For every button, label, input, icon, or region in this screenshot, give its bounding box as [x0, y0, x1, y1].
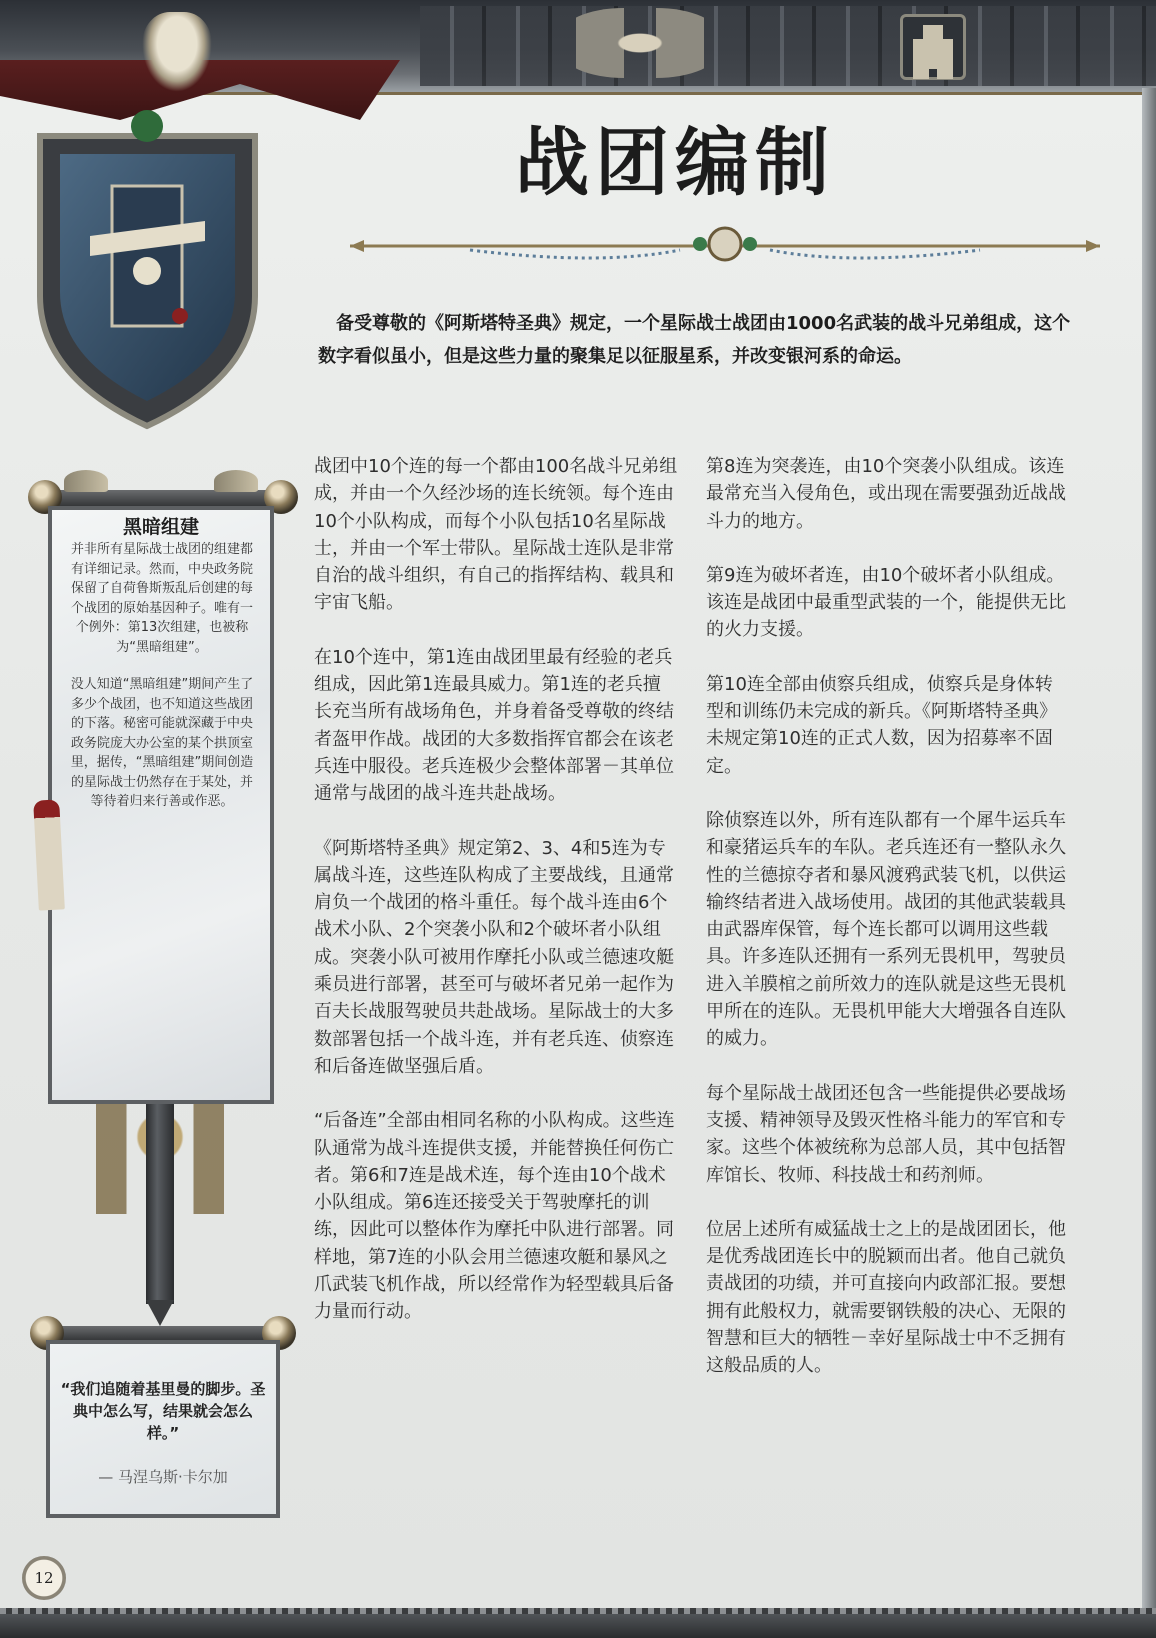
codex-shield-emblem — [20, 96, 275, 436]
body-paragraph: 第10连全部由侦察兵组成，侦察兵是身体转型和训练仍未完成的新兵。《阿斯塔特圣典》未规定第10连的正式人数，因为招募率不固定。 — [706, 673, 1057, 777]
iron-cross-icon — [900, 14, 966, 80]
sidebar-paragraph: 没人知道“黑暗组建”期间产生了多少个战团，也不知道这些战团的下落。秘密可能就深藏于中央政务院庞大办公室的某个拱顶室里，据传，“黑暗组建”期间创造的星际战士仍然存在于某处，并等待着归来行善或作恶。 — [70, 677, 254, 809]
ornamental-divider — [350, 216, 1100, 276]
intro-text: 备受尊敬的《阿斯塔特圣典》规定，一个星际战士战团由1000名武装的战斗兄弟组成，这个数字看似虽小，但是这些力量的聚集足以征服星系，并改变银河系的命运。 — [318, 313, 1071, 367]
gothic-arches-ornament — [420, 6, 1156, 86]
body-paragraph: 第8连为突袭连，由10个突袭小队组成。该连最常充当入侵角色，或出现在需要强劲近战战斗力的地方。 — [706, 456, 1066, 532]
body-paragraph: 每个星际战士战团还包含一些能提供必要战场支援、精神领导及毁灭性格斗能力的军官和专家。这些个体被统称为总部人员，其中包括智库馆长、牧师、科技战士和药剂师。 — [706, 1082, 1066, 1186]
quote-text: “我们追随着基里曼的脚步。圣典中怎么写，结果就会怎么样。” — [60, 1380, 266, 1442]
page-number: 12 — [22, 1556, 66, 1600]
banner-pole — [146, 1104, 174, 1304]
skull-icon — [142, 12, 212, 92]
right-metal-rail — [1142, 88, 1156, 1608]
body-paragraph: 战团中10个连的每一个都由100名战斗兄弟组成，并由一个久经沙场的连长统领。每个连由10个小队构成，而每个小队包括10名星际战士，并由一个军士带队。星际战士连队是非常自治的战斗组织，有自己的指挥结构、载具和宇宙飞船。 — [314, 456, 678, 614]
page-title: 战团编制 — [515, 120, 835, 206]
sidebar-body — [66, 540, 258, 830]
body-paragraph: “后备连”全部由相同名称的小队构成。这些连队通常为战斗连提供支援，并能替换任何伤亡者。第6和7连是战术连，每个连由10个战术小队组成。第6连还接受关于驾驶摩托的训练，因此可以整体作为摩托中队进行部署。同样地，第7连的小队会用兰德速攻艇和暴风之爪武装飞机作战，所以经常作为轻型载具后备力量而行动。 — [314, 1110, 675, 1323]
body-paragraph: 《阿斯塔特圣典》规定第2、3、4和5连为专属战斗连，这些连队构成了主要战线，且通常肩负一个战团的格斗重任。每个战斗连由6个战术小队、2个突袭小队和2个破坏者小队组成。突袭小队可被用作摩托小队或兰德速攻艇乘员进行部署，甚至可与破坏者兄弟一起作为百夫长战服驾驶员共赴战场。星际战士的大多数部署包括一个战斗连，并有老兵连、侦察连和后备连做坚强后盾。 — [314, 837, 674, 1077]
body-paragraph: 位居上述所有威猛战士之上的是战团团长，他是优秀战团连长中的脱颖而出者。他自己就负责战团的功绩，并可直接向内政部汇报。要想拥有此般权力，就需要钢铁般的决心、无限的智慧和巨大的牺牲－幸好星际战士中不乏拥有这般品质的人。 — [706, 1218, 1066, 1377]
sidebar-paragraph: 并非所有星际战士战团的组建都有详细记录。然而，中央政务院保留了自荷鲁斯叛乱后创建的每个战团的原始基因种子。唯有一个例外：第13次组建，也被称为“黑暗组建”。 — [70, 542, 253, 655]
wing-ornament-icon — [64, 470, 108, 492]
shield-icon — [20, 96, 275, 436]
sidebar-title: 黑暗组建 — [122, 516, 199, 538]
intro-paragraph — [318, 307, 1078, 373]
winged-skull-icon — [560, 8, 720, 78]
body-paragraph: 除侦察连以外，所有连队都有一个犀牛运兵车和豪猪运兵车的车队。老兵连还有一整队永久性的兰德掠夺者和暴风渡鸦武装飞机，以供运输终结者进入战场使用。战团的其他武装载具由武器库保管，每个连长都可以调用这些载具。许多连队还拥有一系列无畏机甲，驾驶员进入羊膜棺之前所效力的连队就是这些无畏机甲所在的连队。无畏机甲能大大增强各自连队的威力。 — [706, 809, 1066, 1050]
wing-ornament-icon — [214, 470, 258, 492]
body-paragraph: 第9连为破坏者连，由10个破坏者小队组成。该连是战团中最重型武装的一个，能提供无比的火力支援。 — [706, 564, 1066, 641]
body-column-left — [314, 453, 678, 1353]
body-column-right — [706, 453, 1070, 1407]
bottom-ornamental-frame — [0, 1608, 1156, 1638]
body-paragraph: 在10个连中，第1连由战团里最有经验的老兵组成，因此第1连最具威力。第1连的老兵擅长充当所有战场角色，并身着备受尊敬的终结者盔甲作战。战团的大多数指挥官都会在该老兵连中服役。老兵连极少会整体部署－其单位通常与战团的战斗连共赴战场。 — [314, 646, 674, 805]
quote-author: — 马涅乌斯·卡尔加 — [98, 1468, 228, 1486]
